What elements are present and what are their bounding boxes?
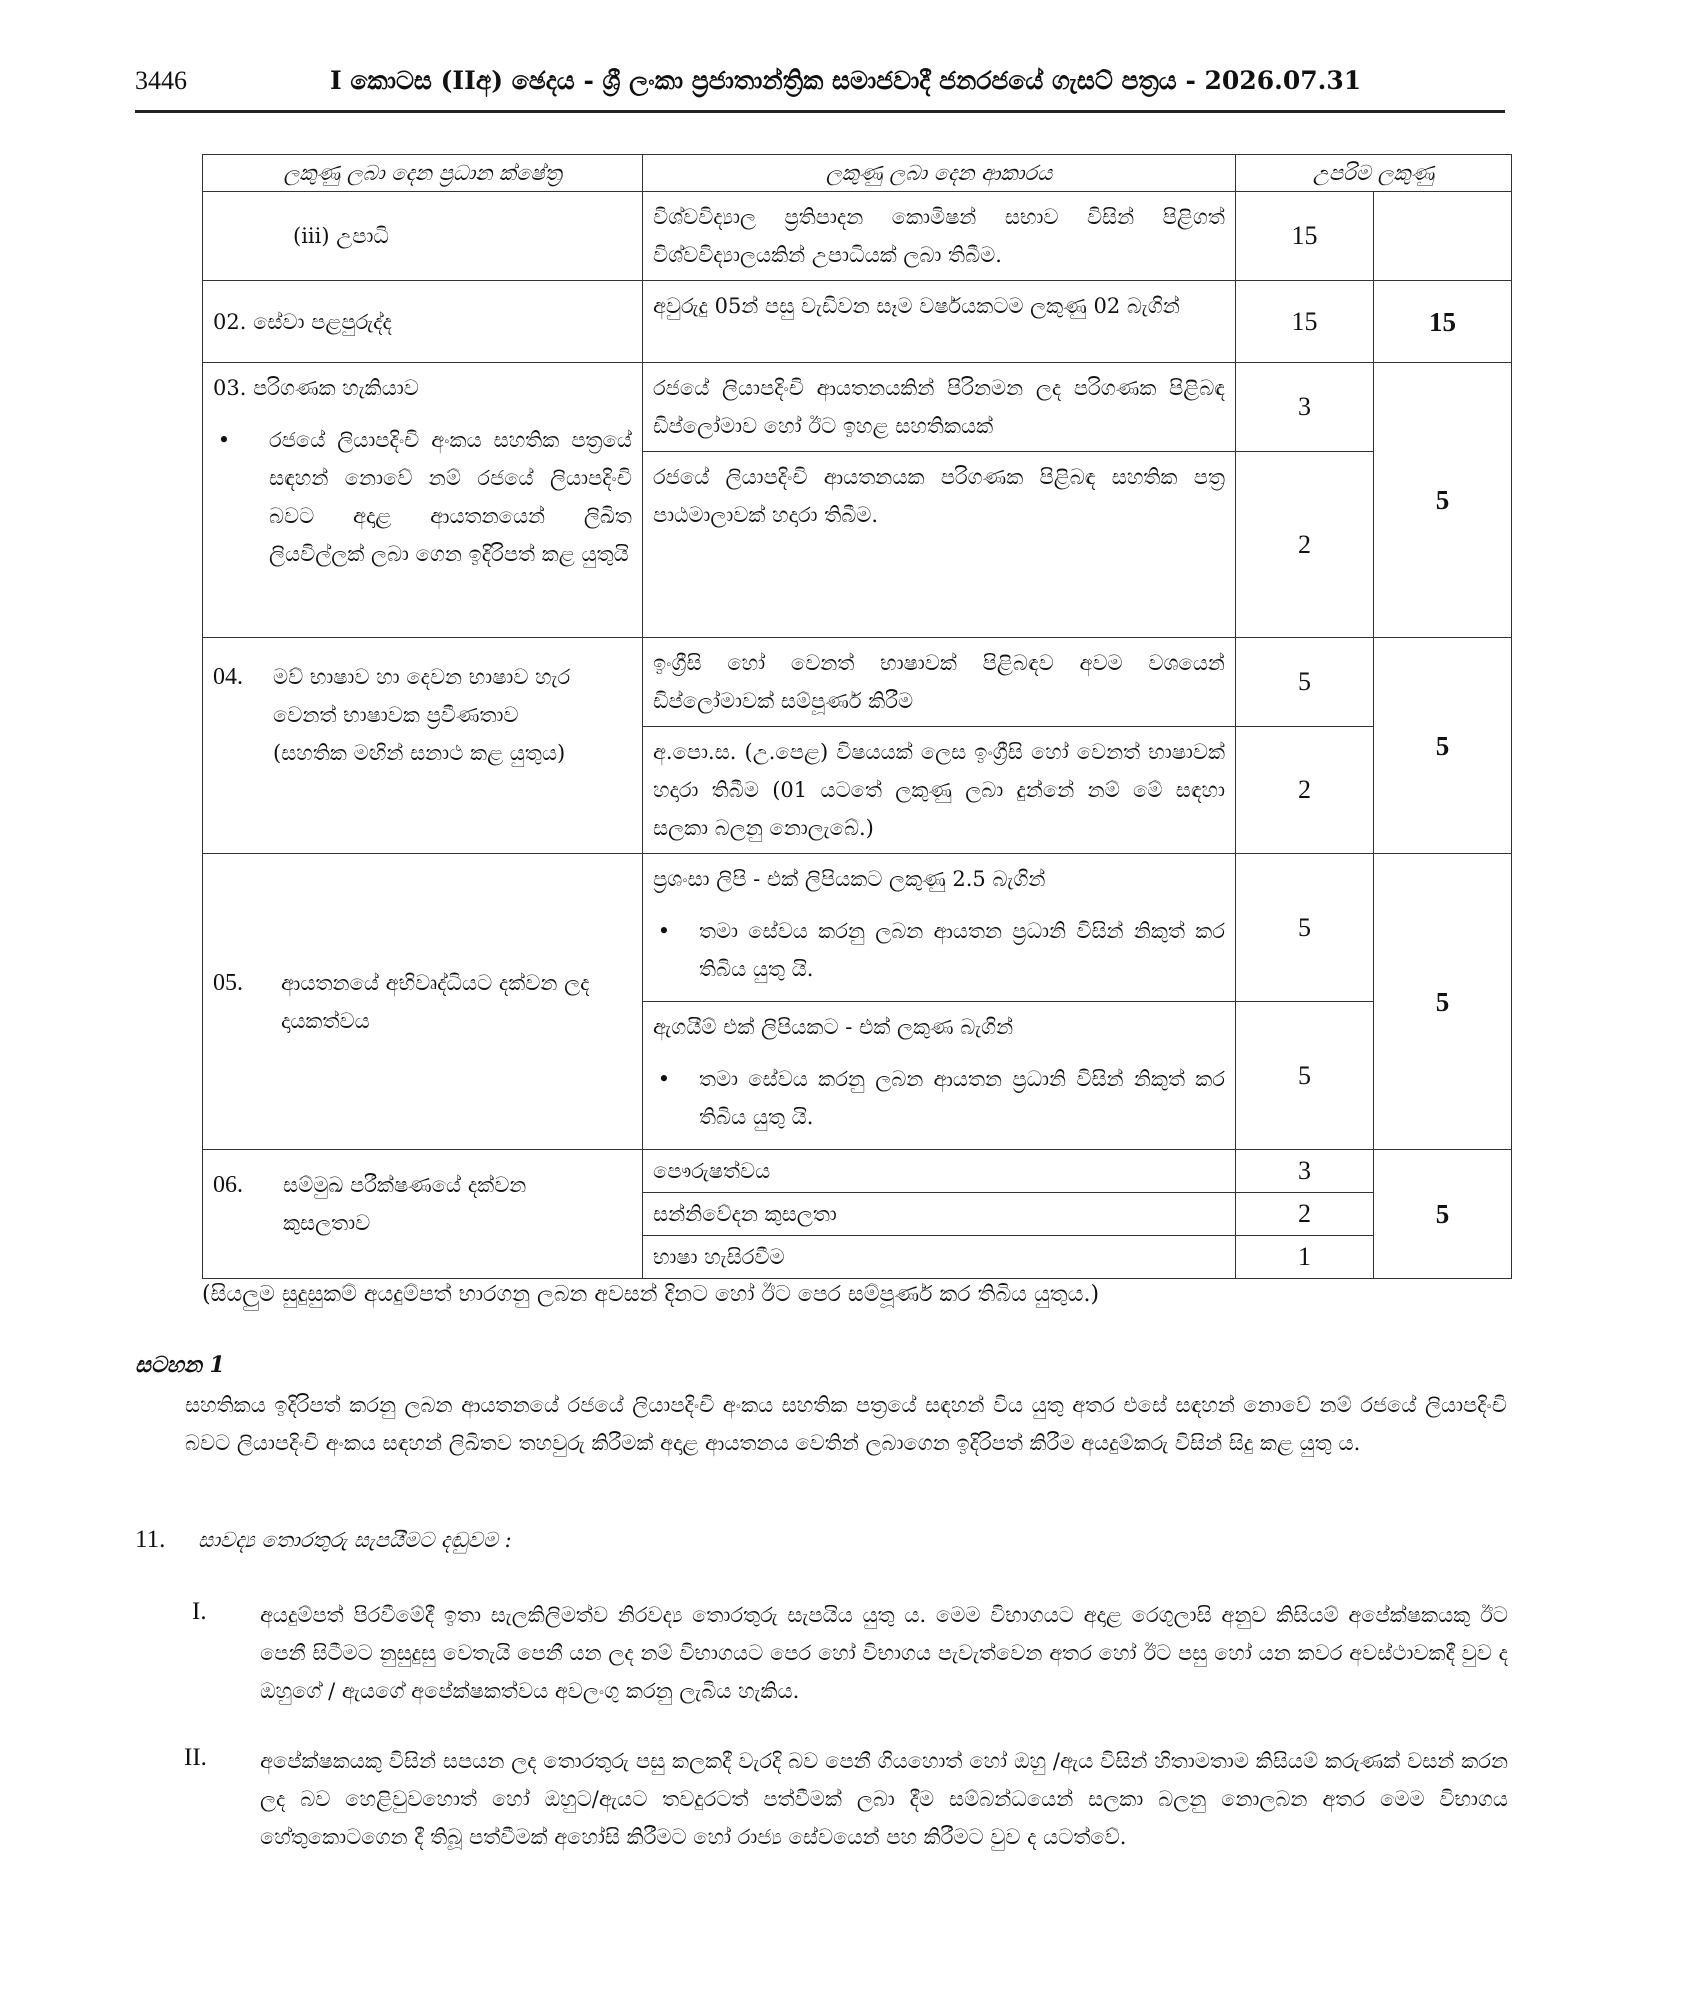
page-header: [135, 66, 1505, 113]
marks-cell: 2: [1236, 452, 1374, 638]
table-row: [203, 854, 1512, 1002]
bullet-icon: •: [657, 919, 671, 943]
method-cell: සන්නිවේදන කුසලතා: [643, 1193, 1236, 1236]
item-text: අපේක්ෂකයකු විසින් සපයන ලද තොරතුරු පසු කලකදී වැරදි බව පෙනී ගියහොත් හෝ ඔහු /ඇය විසින් හිතාමතාම කිසියම් කරුණක් වසන් කරන ලද බව හෙළිවුවහොත් හෝ ඔහුට/ඇයට තවදුරටත් පත්වීමක් ලබා දීම සම්බන්ධයෙන් සලකා බලනු නොලබන අතර මෙම විභාගය හේතුකොටගෙන දී තිබූ පත්වීමක් අහෝසි කිරීමට හෝ රාජ්‍ය සේවයෙන් පහ කිරීමට වුව ද යටත්වේ.: [260, 1749, 1508, 1849]
field-cell: [203, 854, 643, 1150]
method-cell: රජයේ ලියාපදිංචි ආයතනයක පරිගණක පිළිබඳ සහතික පත්‍ර පාඨමාලාවක් හදාරා තිබීම.: [643, 452, 1236, 638]
field-cell: [203, 638, 643, 854]
total-cell: 5: [1374, 363, 1512, 638]
section-11-heading: සාවද්‍ය තොරතුරු සැපයීමට දඬුවම :: [198, 1528, 512, 1552]
item-label: I.: [192, 1598, 207, 1625]
total-cell: 15: [1374, 281, 1512, 363]
marks-cell: 2: [1236, 1193, 1374, 1236]
method-cell: අවුරුදු 05න් පසු වැඩිවන සෑම වර්ෂයකටම ලකුණු 02 බැගින්: [643, 281, 1236, 363]
item-label: II.: [184, 1744, 207, 1771]
method-cell: පෞරුෂත්වය: [643, 1150, 1236, 1193]
bullet-icon: •: [217, 428, 231, 452]
method-cell: [643, 854, 1236, 1002]
field-title: 03. පරිගණක හැකියාව: [213, 376, 419, 400]
field-cell: 02. සේවා පළපුරුද්ද: [203, 281, 643, 363]
bullet-icon: •: [657, 1067, 671, 1091]
marks-cell: 3: [1236, 1150, 1374, 1193]
section-11-number: 11.: [135, 1526, 166, 1553]
col-header-field: ලකුණු ලබා දෙන ප්‍රධාන ක්ෂේත්‍ර: [203, 155, 643, 192]
method-cell: ඉංග්‍රීසි හෝ වෙනත් භාෂාවක් පිළිබඳව අවම වශයෙන් ඩිප්ලෝමාවක් සම්පූර්ණ කිරීම: [643, 638, 1236, 727]
field-title: සම්මුඛ පරීක්ෂණයේ දක්වන කුසලතාව: [283, 1173, 527, 1235]
field-cell: (iii) උපාධි: [293, 224, 389, 248]
note-1-heading: සටහන 1: [135, 1352, 225, 1378]
row-number: 04.: [213, 664, 243, 690]
total-cell: 5: [1374, 638, 1512, 854]
field-note: රජයේ ලියාපදිංචි අංකය සහතික පත්‍රයේ සඳහන් නොවේ නම් රජයේ ලියාපදිංචි බවට අදාළ ආයතනයෙන් ලිඛිත ලියවිල්ලක් ලබා ගෙන ඉදිරිපත් කළ යුතුයි: [269, 428, 632, 566]
marks-cell: 15: [1236, 192, 1374, 281]
row-number: 05.: [213, 969, 243, 996]
marks-cell: 5: [1236, 854, 1374, 1002]
item-text: අයදුම්පත් පිරවීමේදී ඉතා සැලකිලිමත්ව නිරවද්‍ය තොරතුරු සැපයිය යුතු ය. මෙම විභාගයට අදාළ රෙගුලාසි අනුව කිසියම් අපේක්ෂකයකු ඊට පෙනී සිටීමට නුසුදුසු වෙතැයි පෙනී යන ලද නම් විභාගයට පෙර හෝ විභාගය පැවැත්වෙන අතර හෝ ඊට පසු හෝ යන කවර අවස්ථාවකදී වුව ද ඔහුගේ / ඇයගේ අපේක්ෂකත්වය අවලංගු කරනු ලැබිය හැකිය.: [260, 1603, 1508, 1703]
field-title: ආයතනයේ අභිවෘද්ධියට දක්වන ලද දායකත්වය: [281, 970, 590, 1033]
marks-cell: 5: [1236, 638, 1374, 727]
table-row: [203, 363, 1512, 452]
total-cell: 5: [1374, 1150, 1512, 1279]
table-row: [203, 638, 1512, 727]
marks-cell: 5: [1236, 1002, 1374, 1150]
marks-table: [202, 154, 1512, 1279]
table-row: [203, 281, 1512, 363]
method-cell: විශ්වවිද්‍යාල ප්‍රතිපාදන කොමිෂන් සභාව විසින් පිළිගත් විශ්වවිද්‍යාලයකින් උපාධියක් ලබා තිබීම.: [643, 192, 1236, 281]
col-header-max-marks: උපරිම ලකුණු: [1236, 155, 1512, 192]
marks-cell: 1: [1236, 1236, 1374, 1279]
qualification-note: (සියලුම සුදුසුකම් අයදුම්පත් භාරගනු ලබන අවසන් දිනට හෝ ඊට පෙර සම්පූර්ණ කර තිබිය යුතුය.): [202, 1282, 1100, 1307]
method-cell: අ.පො.ස. (උ.පෙළ) විෂයයක් ලෙස ඉංග්‍රීසි හෝ වෙනත් භාෂාවක් හදාරා තිබීම (01 යටතේ ලකුණු ලබා දුන්නේ නම් මේ සඳහා සලකා බලනු නොලැබේ.): [643, 727, 1236, 854]
method-title: ප්‍රශංසා ලිපි - එක් ලිපියකට ලකුණු 2.5 බැගින්: [653, 867, 1046, 891]
marks-cell: 2: [1236, 727, 1374, 854]
col-header-method: ලකුණු ලබා දෙන ආකාරය: [643, 155, 1236, 192]
method-note: තමා සේවය කරනු ලබන ආයතන ප්‍රධානි විසින් නිකුත් කර තිබිය යුතු යි.: [699, 919, 1225, 981]
method-title: ඇගයීම් එක් ලිපියකට - එක් ලකුණ බැගින්: [653, 1015, 1014, 1039]
marks-cell: 15: [1236, 281, 1374, 363]
field-title: මව් භාෂාව හා දෙවන භාෂාව හැර වෙනත් භාෂාවක ප්‍රවීණතාව (සහතික මඟින් සනාථ කළ යුතුය): [273, 665, 571, 765]
note-1-text: සහතිකය ඉදිරිපත් කරනු ලබන ආයතනයේ රජයේ ලියාපදිංචි අංකය සහතික පත්‍රයේ සඳහන් විය යුතු අතර එසේ සඳහන් නොවේ නම් රජයේ ලියාපදිංචි බවට ලියාපදිංචි අංකය සඳහන් ලිඛිතව තහවුරු කිරීමක් අදාළ ආයතනය වෙතින් ලබාගෙන ඉදිරිපත් කිරීම අයදුම්කරු විසින් සිදු කළ යුතු ය.: [185, 1393, 1507, 1455]
table-header-row: [203, 155, 1512, 192]
page-number: 3446: [135, 66, 187, 95]
field-cell: [203, 1150, 643, 1279]
table-row: [203, 1150, 1512, 1193]
total-cell: 5: [1374, 854, 1512, 1150]
total-cell-empty: [1374, 192, 1512, 281]
method-note: තමා සේවය කරනු ලබන ආයතන ප්‍රධානි විසින් නිකුත් කර තිබිය යුතු යි.: [699, 1067, 1225, 1129]
marks-cell: 3: [1236, 363, 1374, 452]
gazette-title: I කොටස (IIඅ) ඡෙදය - ශ්‍රී ලංකා ප්‍රජාතාන්ත්‍රික සමාජවාදී ජනරජයේ ගැසට් පත්‍රය - 2026.07.31: [330, 66, 1362, 95]
row-number: 06.: [213, 1172, 243, 1198]
method-cell: රජයේ ලියාපදිංචි ආයතනයකින් පිරිනමන ලද පරිගණක පිළිබඳ ඩිප්ලෝමාව හෝ ඊට ඉහළ සහතිකයක්: [643, 363, 1236, 452]
field-cell: [203, 363, 643, 638]
method-cell: භාෂා හැසිරවීම: [643, 1236, 1236, 1279]
table-row: [203, 192, 1512, 281]
method-cell: [643, 1002, 1236, 1150]
